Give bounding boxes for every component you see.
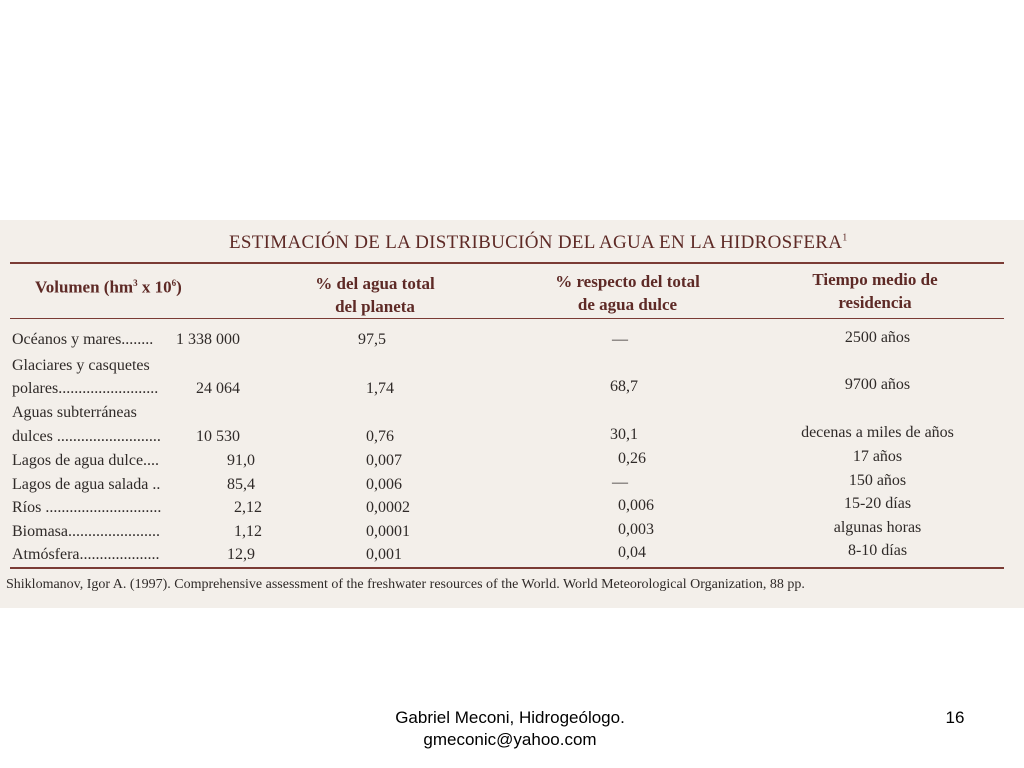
row-residence: 9700 años xyxy=(844,376,911,393)
row-label: dulces .......................... xyxy=(12,428,161,445)
row-label: Glaciares y casquetes xyxy=(12,357,150,374)
row-pct-total: 0,76 xyxy=(366,428,394,445)
row-pct-total: 0,0001 xyxy=(366,523,410,540)
row-pct-total: 0,001 xyxy=(366,546,402,563)
bottom-rule xyxy=(10,567,1004,569)
table-title: ESTIMACIÓN DE LA DISTRIBUCIÓN DEL AGUA EN LA HIDROSFERA$^1$ xyxy=(229,232,848,253)
row-residence: 2500 años xyxy=(844,329,911,346)
top-rule xyxy=(10,262,1004,264)
row-pct-fresh: 30,1 xyxy=(610,426,638,443)
row-label: Lagos de agua salada .. xyxy=(12,476,161,493)
row-pct-total: 0,0002 xyxy=(366,499,410,516)
row-volume: 12,9 xyxy=(227,546,255,563)
row-label: Aguas subterráneas xyxy=(12,404,137,421)
row-pct-fresh: 0,26 xyxy=(618,450,646,467)
row-pct-fresh: 0,006 xyxy=(618,497,654,514)
row-pct-fresh: — xyxy=(612,331,628,348)
header-volume: Volumen ($hm^3$ x $10^6$) xyxy=(35,277,182,297)
row-label: polares......................... xyxy=(12,380,159,397)
footer-author xyxy=(340,707,680,751)
row-residence: 8-10 días xyxy=(847,542,908,559)
row-label: Ríos ............................. xyxy=(12,499,162,516)
row-volume: 2,12 xyxy=(234,499,262,516)
row-residence: 150 años xyxy=(848,472,907,489)
row-residence: 17 años xyxy=(852,448,903,465)
row-pct-total: 0,007 xyxy=(366,452,402,469)
row-label: Atmósfera.................... xyxy=(12,546,160,563)
source-citation: Shiklomanov, Igor A. (1997). Comprehensive assessment of the freshwater resources of the World. World Meteorological Organization, 88 pp. xyxy=(6,577,805,592)
row-label: Biomasa....................... xyxy=(12,523,160,540)
row-volume: 24 064 xyxy=(196,380,240,397)
row-pct-fresh: 0,003 xyxy=(618,521,654,538)
title-footnote-mark: 1 xyxy=(842,232,848,244)
row-label: Océanos y mares........ xyxy=(12,331,154,348)
author-email: gmeconic@yahoo.com xyxy=(423,730,597,749)
header-pct-total: % del agua total del planeta xyxy=(315,274,435,316)
row-pct-total: 0,006 xyxy=(366,476,402,493)
row-pct-fresh: 0,04 xyxy=(618,544,646,561)
row-volume: 85,4 xyxy=(227,476,255,493)
author-name: Gabriel Meconi, Hidrogeólogo. xyxy=(395,708,625,727)
row-pct-fresh: 68,7 xyxy=(610,378,638,395)
row-label: Lagos de agua dulce.... xyxy=(12,452,160,469)
header-residence: Tiempo medio de residencia xyxy=(812,270,938,312)
row-pct-total: 1,74 xyxy=(366,380,394,397)
header-pct-fresh: % respecto del total de agua dulce xyxy=(555,272,700,314)
row-pct-fresh: — xyxy=(612,474,628,491)
row-volume: 10 530 xyxy=(196,428,240,445)
header-rule xyxy=(10,318,1004,319)
row-residence: algunas horas xyxy=(833,519,922,536)
row-volume: 1 338 000 xyxy=(176,331,240,348)
row-pct-total: 97,5 xyxy=(358,331,386,348)
row-residence: 15-20 días xyxy=(843,495,912,512)
page-number: 16 xyxy=(945,708,965,727)
row-volume: 1,12 xyxy=(234,523,262,540)
row-residence: decenas a miles de años xyxy=(801,424,954,441)
row-volume: 91,0 xyxy=(227,452,255,469)
